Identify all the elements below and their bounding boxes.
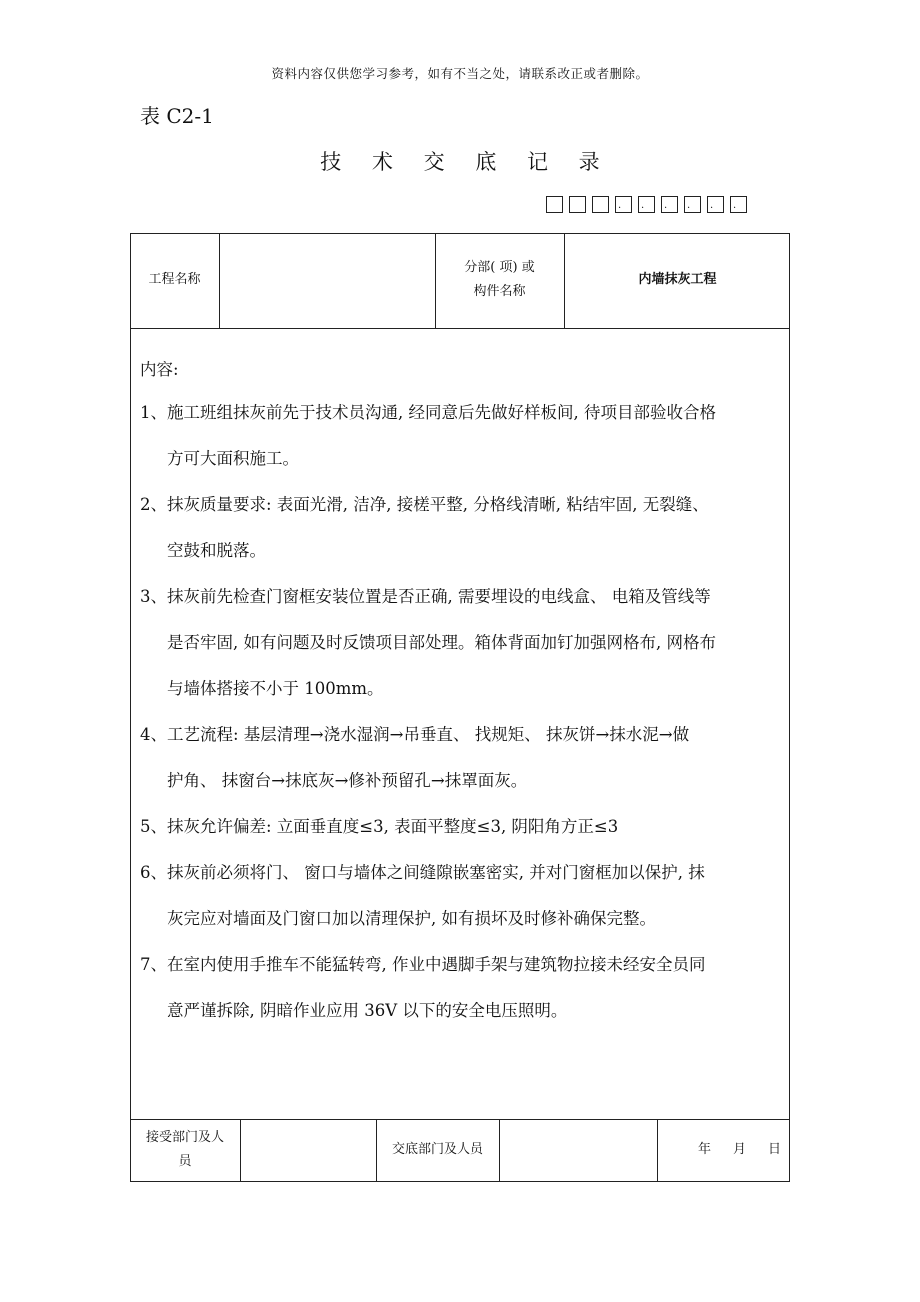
date-year-label: 年 <box>698 1142 712 1157</box>
table-divider <box>130 328 790 329</box>
content-heading: 内容: <box>140 360 179 379</box>
record-number-box[interactable]: . <box>707 196 724 213</box>
record-number-box[interactable]: . <box>615 196 632 213</box>
content-item-line: 1、施工班组抹灰前先于技术员沟通, 经同意后先做好样板间, 待项目部验收合格 <box>140 403 716 422</box>
table-divider <box>657 1119 658 1182</box>
record-number-box[interactable]: . <box>730 196 747 213</box>
disclaimer-text: 资料内容仅供您学习参考，如有不当之处，请联系改正或者删除。 <box>271 66 649 81</box>
project-name-field[interactable] <box>220 238 434 326</box>
content-item-line: 4、工艺流程: 基层清理→浇水湿润→吊垂直、 找规矩、 抹灰饼→抹水泥→做 <box>140 725 690 744</box>
receiver-label: 接受部门及人 员 <box>145 1130 224 1169</box>
subdivision-value[interactable]: 内墙抹灰工程 <box>638 272 717 287</box>
content-item-line: 方可大面积施工。 <box>167 449 299 468</box>
content-item-line: 意严谨拆除, 阴暗作业应用 36V 以下的安全电压照明。 <box>167 1001 568 1020</box>
record-number-boxes <box>546 196 747 213</box>
handover-label: 交底部门及人员 <box>391 1142 483 1157</box>
form-code: 表 C2-1 <box>140 104 214 128</box>
project-name-label: 工程名称 <box>148 272 201 287</box>
record-number-box[interactable]: . <box>638 196 655 213</box>
content-item-line: 与墙体搭接不小于 100mm。 <box>167 679 384 698</box>
record-number-box[interactable]: . <box>661 196 678 213</box>
record-number-box[interactable] <box>569 196 586 213</box>
date-day-label: 日 <box>768 1142 782 1157</box>
content-item-line: 6、抹灰前必须将门、 窗口与墙体之间缝隙嵌塞密实, 并对门窗框加以保护, 抹 <box>140 863 705 882</box>
page-title: 技 术 交 底 记 录 <box>320 150 612 174</box>
content-item-line: 灰完应对墙面及门窗口加以清理保护, 如有损坏及时修补确保完整。 <box>167 909 656 928</box>
content-item-line: 2、抹灰质量要求: 表面光滑, 洁净, 接槎平整, 分格线清晰, 粘结牢固, 无裂缝、 <box>140 495 709 514</box>
table-divider <box>130 1119 790 1120</box>
content-item-line: 3、抹灰前先检查门窗框安装位置是否正确, 需要埋设的电线盒、 电箱及管线等 <box>140 587 711 606</box>
record-table <box>130 233 790 1182</box>
subdivision-label: 分部( 项) 或 构件名称 <box>464 260 535 299</box>
content-item-line: 护角、 抹窗台→抹底灰→修补预留孔→抹罩面灰。 <box>167 771 528 790</box>
record-number-box[interactable]: . <box>684 196 701 213</box>
receiver-field[interactable] <box>241 1122 375 1180</box>
record-number-box[interactable] <box>546 196 563 213</box>
content-item-line: 空鼓和脱落。 <box>167 541 266 560</box>
record-number-box[interactable] <box>592 196 609 213</box>
content-item-line: 是否牢固, 如有问题及时反馈项目部处理。箱体背面加钉加强网格布, 网格布 <box>167 633 716 652</box>
handover-field[interactable] <box>500 1122 656 1180</box>
date-month-label: 月 <box>733 1142 747 1157</box>
content-item-line: 5、抹灰允许偏差: 立面垂直度≤3, 表面平整度≤3, 阴阳角方正≤3 <box>140 817 619 836</box>
content-item-line: 7、在室内使用手推车不能猛转弯, 作业中遇脚手架与建筑物拉接未经安全员同 <box>140 955 706 974</box>
